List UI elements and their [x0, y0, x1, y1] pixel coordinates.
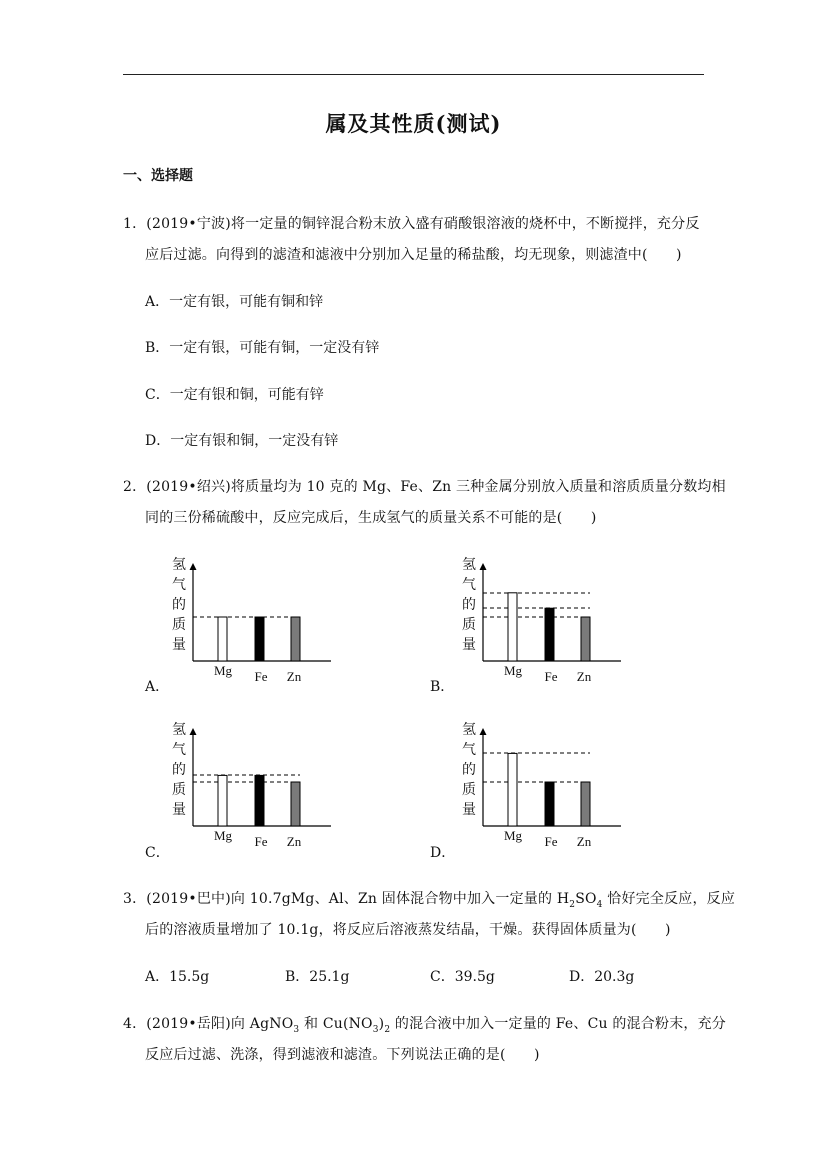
q1-line2: 应后过滤。向得到的滤渣和滤液中分别加入足量的稀盐酸，均无现象，则滤渣中( ) — [145, 247, 682, 263]
ylabel-char: 的 — [462, 597, 476, 613]
ylabel-char: 气 — [462, 742, 476, 758]
chart-a — [165, 555, 340, 690]
chart-c-label: C． — [145, 845, 170, 861]
q1-option-d: D．一定有银和铜，一定没有锌 — [145, 433, 339, 449]
category-label-zn: Zn — [286, 834, 302, 849]
chart-c — [165, 720, 340, 855]
ylabel-char: 气 — [462, 577, 476, 593]
q1-option-a: A．一定有银，可能有铜和锌 — [145, 294, 324, 310]
q3-option-b: B．25.1g — [285, 969, 350, 985]
ylabel-char: 气 — [172, 577, 186, 593]
ylabel-char: 量 — [172, 637, 186, 653]
bar-mg — [218, 617, 227, 661]
category-label-zn: Zn — [576, 669, 592, 684]
q1-line1: 1．(2019•宁波)将一定量的铜锌混合粉末放入盛有硝酸银溶液的烧杯中，不断搅拌，充分反 — [123, 216, 700, 232]
category-label-fe: Fe — [544, 669, 558, 684]
ylabel-char: 质 — [462, 617, 476, 633]
q2-line2: 同的三份稀硫酸中，反应完成后，生成氢气的质量关系不可能的是( ) — [145, 510, 597, 526]
category-label-mg: Mg — [213, 828, 233, 843]
y-axis-arrow-icon — [480, 563, 487, 570]
ylabel-char: 氢 — [462, 557, 476, 573]
y-axis-arrow-icon — [480, 728, 487, 735]
q4-line1: 4．(2019•岳阳)向 AgNO$_3$ 和 $Cu(NO_3)_2$ 的混合液中加入一定量的 Fe、Cu 的混合粉末，充分 — [123, 1016, 726, 1035]
category-label-zn: Zn — [286, 669, 302, 684]
ylabel-char: 氢 — [172, 722, 186, 738]
category-label-mg: Mg — [213, 663, 233, 678]
q4-line2: 反应后过滤、洗涤，得到滤液和滤渣。下列说法正确的是( ) — [145, 1047, 540, 1063]
ylabel-char: 质 — [172, 782, 186, 798]
bar-zn — [291, 617, 300, 661]
bar-zn — [581, 617, 590, 661]
bar-fe — [255, 775, 264, 826]
y-axis-arrow-icon — [190, 728, 197, 735]
bar-mg — [508, 593, 517, 661]
bar-fe — [255, 617, 264, 661]
ylabel-char: 的 — [172, 597, 186, 613]
bar-zn — [291, 782, 300, 826]
category-label-zn: Zn — [576, 834, 592, 849]
category-label-mg: Mg — [503, 828, 523, 843]
category-label-mg: Mg — [503, 663, 523, 678]
ylabel-char: 的 — [172, 762, 186, 778]
bar-zn — [581, 782, 590, 826]
section-title: 一、选择题 — [123, 168, 193, 184]
header-rule — [123, 74, 704, 75]
chart-b-label: B． — [430, 679, 455, 695]
ylabel-char: 量 — [462, 637, 476, 653]
ylabel-char: 氢 — [462, 722, 476, 738]
q2-line1: 2．(2019•绍兴)将质量均为 10 克的 Mg、Fe、Zn 三种金属分别放入质量和溶质质量分数均相 — [123, 479, 726, 495]
q1-option-c: C．一定有银和铜，可能有锌 — [145, 387, 324, 403]
ylabel-char: 气 — [172, 742, 186, 758]
ylabel-char: 的 — [462, 762, 476, 778]
chart-b — [455, 555, 630, 690]
category-label-fe: Fe — [254, 834, 268, 849]
ylabel-char: 量 — [462, 802, 476, 818]
q3-option-d: D．20.3g — [569, 969, 635, 985]
q3-line1: 3．(2019•巴中)向 10.7gMg、Al、Zn 固体混合物中加入一定量的 $H_2SO_4$ 恰好完全反应，反应 — [123, 891, 736, 910]
q3-option-c: C．39.5g — [430, 969, 495, 985]
bar-mg — [508, 753, 517, 826]
category-label-fe: Fe — [254, 669, 268, 684]
bar-mg — [218, 775, 227, 826]
bar-fe — [545, 608, 554, 661]
y-axis-arrow-icon — [190, 563, 197, 570]
chart-a-label: A． — [145, 679, 170, 695]
ylabel-char: 质 — [462, 782, 476, 798]
chart-d-label: D． — [430, 845, 456, 861]
page-title: 属及其性质(测试) — [325, 111, 502, 136]
bar-fe — [545, 782, 554, 826]
q1-option-b: B．一定有银，可能有铜，一定没有锌 — [145, 340, 380, 356]
q3-line2: 后的溶液质量增加了 10.1g，将反应后溶液蒸发结晶，干燥。获得固体质量为( ) — [145, 922, 671, 938]
ylabel-char: 量 — [172, 802, 186, 818]
ylabel-char: 氢 — [172, 557, 186, 573]
chart-d — [455, 720, 630, 855]
ylabel-char: 质 — [172, 617, 186, 633]
category-label-fe: Fe — [544, 834, 558, 849]
q3-option-a: A．15.5g — [145, 969, 210, 985]
